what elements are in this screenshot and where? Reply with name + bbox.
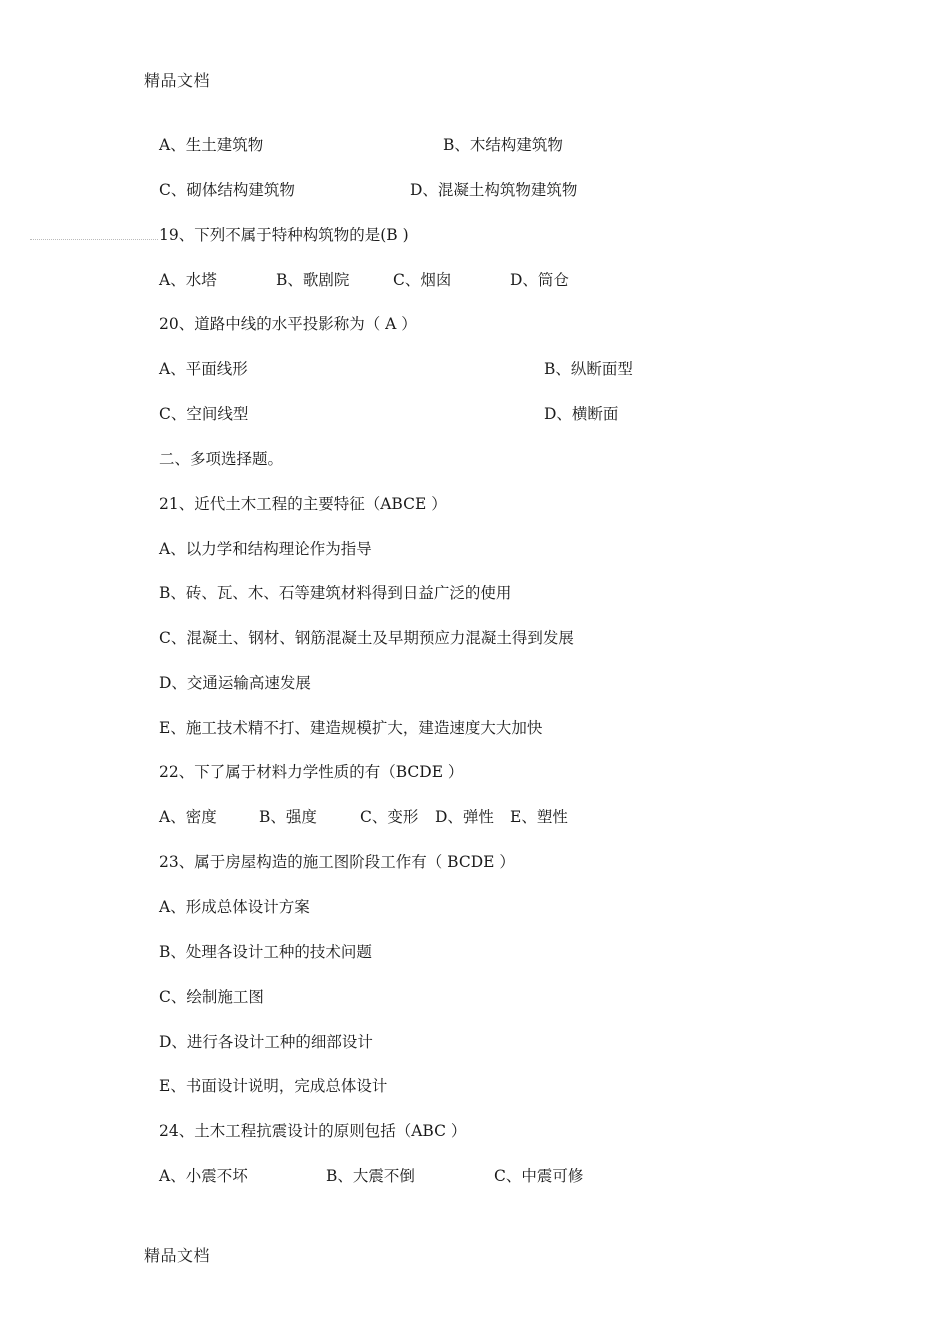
q19-option-d: D、筒仓 (510, 271, 569, 289)
q21-option-a: A、以力学和结构理论作为指导 (159, 540, 372, 558)
q21-option-c: C、混凝土、钢材、钢筋混凝土及早期预应力混凝土得到发展 (159, 629, 574, 647)
q20-option-a: A、平面线形 (159, 360, 248, 378)
q21-question: 21、近代土木工程的主要特征（ABCE ） (159, 495, 447, 513)
q23-option-a: A、形成总体设计方案 (159, 898, 310, 916)
q23-option-e: E、书面设计说明，完成总体设计 (159, 1077, 388, 1095)
q24-question: 24、土木工程抗震设计的原则包括（ABC ） (159, 1122, 467, 1140)
q22-option-e: E、塑性 (510, 808, 568, 826)
q20-question: 20、道路中线的水平投影称为（ A ） (159, 315, 417, 333)
q21-option-e: E、施工技术精不打、建造规模扩大，建造速度大大加快 (159, 719, 543, 737)
q23-option-b: B、处理各设计工种的技术问题 (159, 943, 372, 961)
q22-question: 22、下了属于材料力学性质的有（BCDE ） (159, 763, 464, 781)
q19-option-b: B、歌剧院 (276, 271, 350, 289)
section-title-multiple-choice: 二、多项选择题。 (159, 450, 284, 468)
page-header: 精品文档 (144, 71, 211, 90)
q23-option-d: D、进行各设计工种的细部设计 (159, 1033, 373, 1051)
q18-option-d: D、混凝土构筑物建筑物 (410, 181, 578, 199)
q18-option-c: C、砌体结构建筑物 (159, 181, 295, 199)
q20-option-b: B、纵断面型 (544, 360, 633, 378)
q23-question: 23、属于房屋构造的施工图阶段工作有（ BCDE ） (159, 853, 515, 871)
q18-option-b: B、木结构建筑物 (443, 136, 563, 154)
q22-option-d: D、弹性 (435, 808, 494, 826)
page-footer: 精品文档 (144, 1246, 211, 1265)
q19-option-a: A、水塔 (159, 271, 217, 289)
q19-question: 19、下列不属于特种构筑物的是(B ) (159, 226, 409, 244)
q21-option-b: B、砖、瓦、木、石等建筑材料得到日益广泛的使用 (159, 584, 512, 602)
q18-option-a: A、生土建筑物 (159, 136, 264, 154)
q24-option-b: B、大震不倒 (326, 1167, 415, 1185)
q19-option-c: C、烟囱 (393, 271, 452, 289)
q23-option-c: C、绘制施工图 (159, 988, 264, 1006)
q20-option-c: C、空间线型 (159, 405, 249, 423)
dotted-rule (30, 239, 158, 240)
q21-option-d: D、交通运输高速发展 (159, 674, 311, 692)
q22-option-c: C、变形 (360, 808, 419, 826)
q22-option-b: B、强度 (259, 808, 317, 826)
q24-option-a: A、小震不坏 (159, 1167, 248, 1185)
q20-option-d: D、横断面 (544, 405, 619, 423)
q24-option-c: C、中震可修 (494, 1167, 584, 1185)
q22-option-a: A、密度 (159, 808, 217, 826)
